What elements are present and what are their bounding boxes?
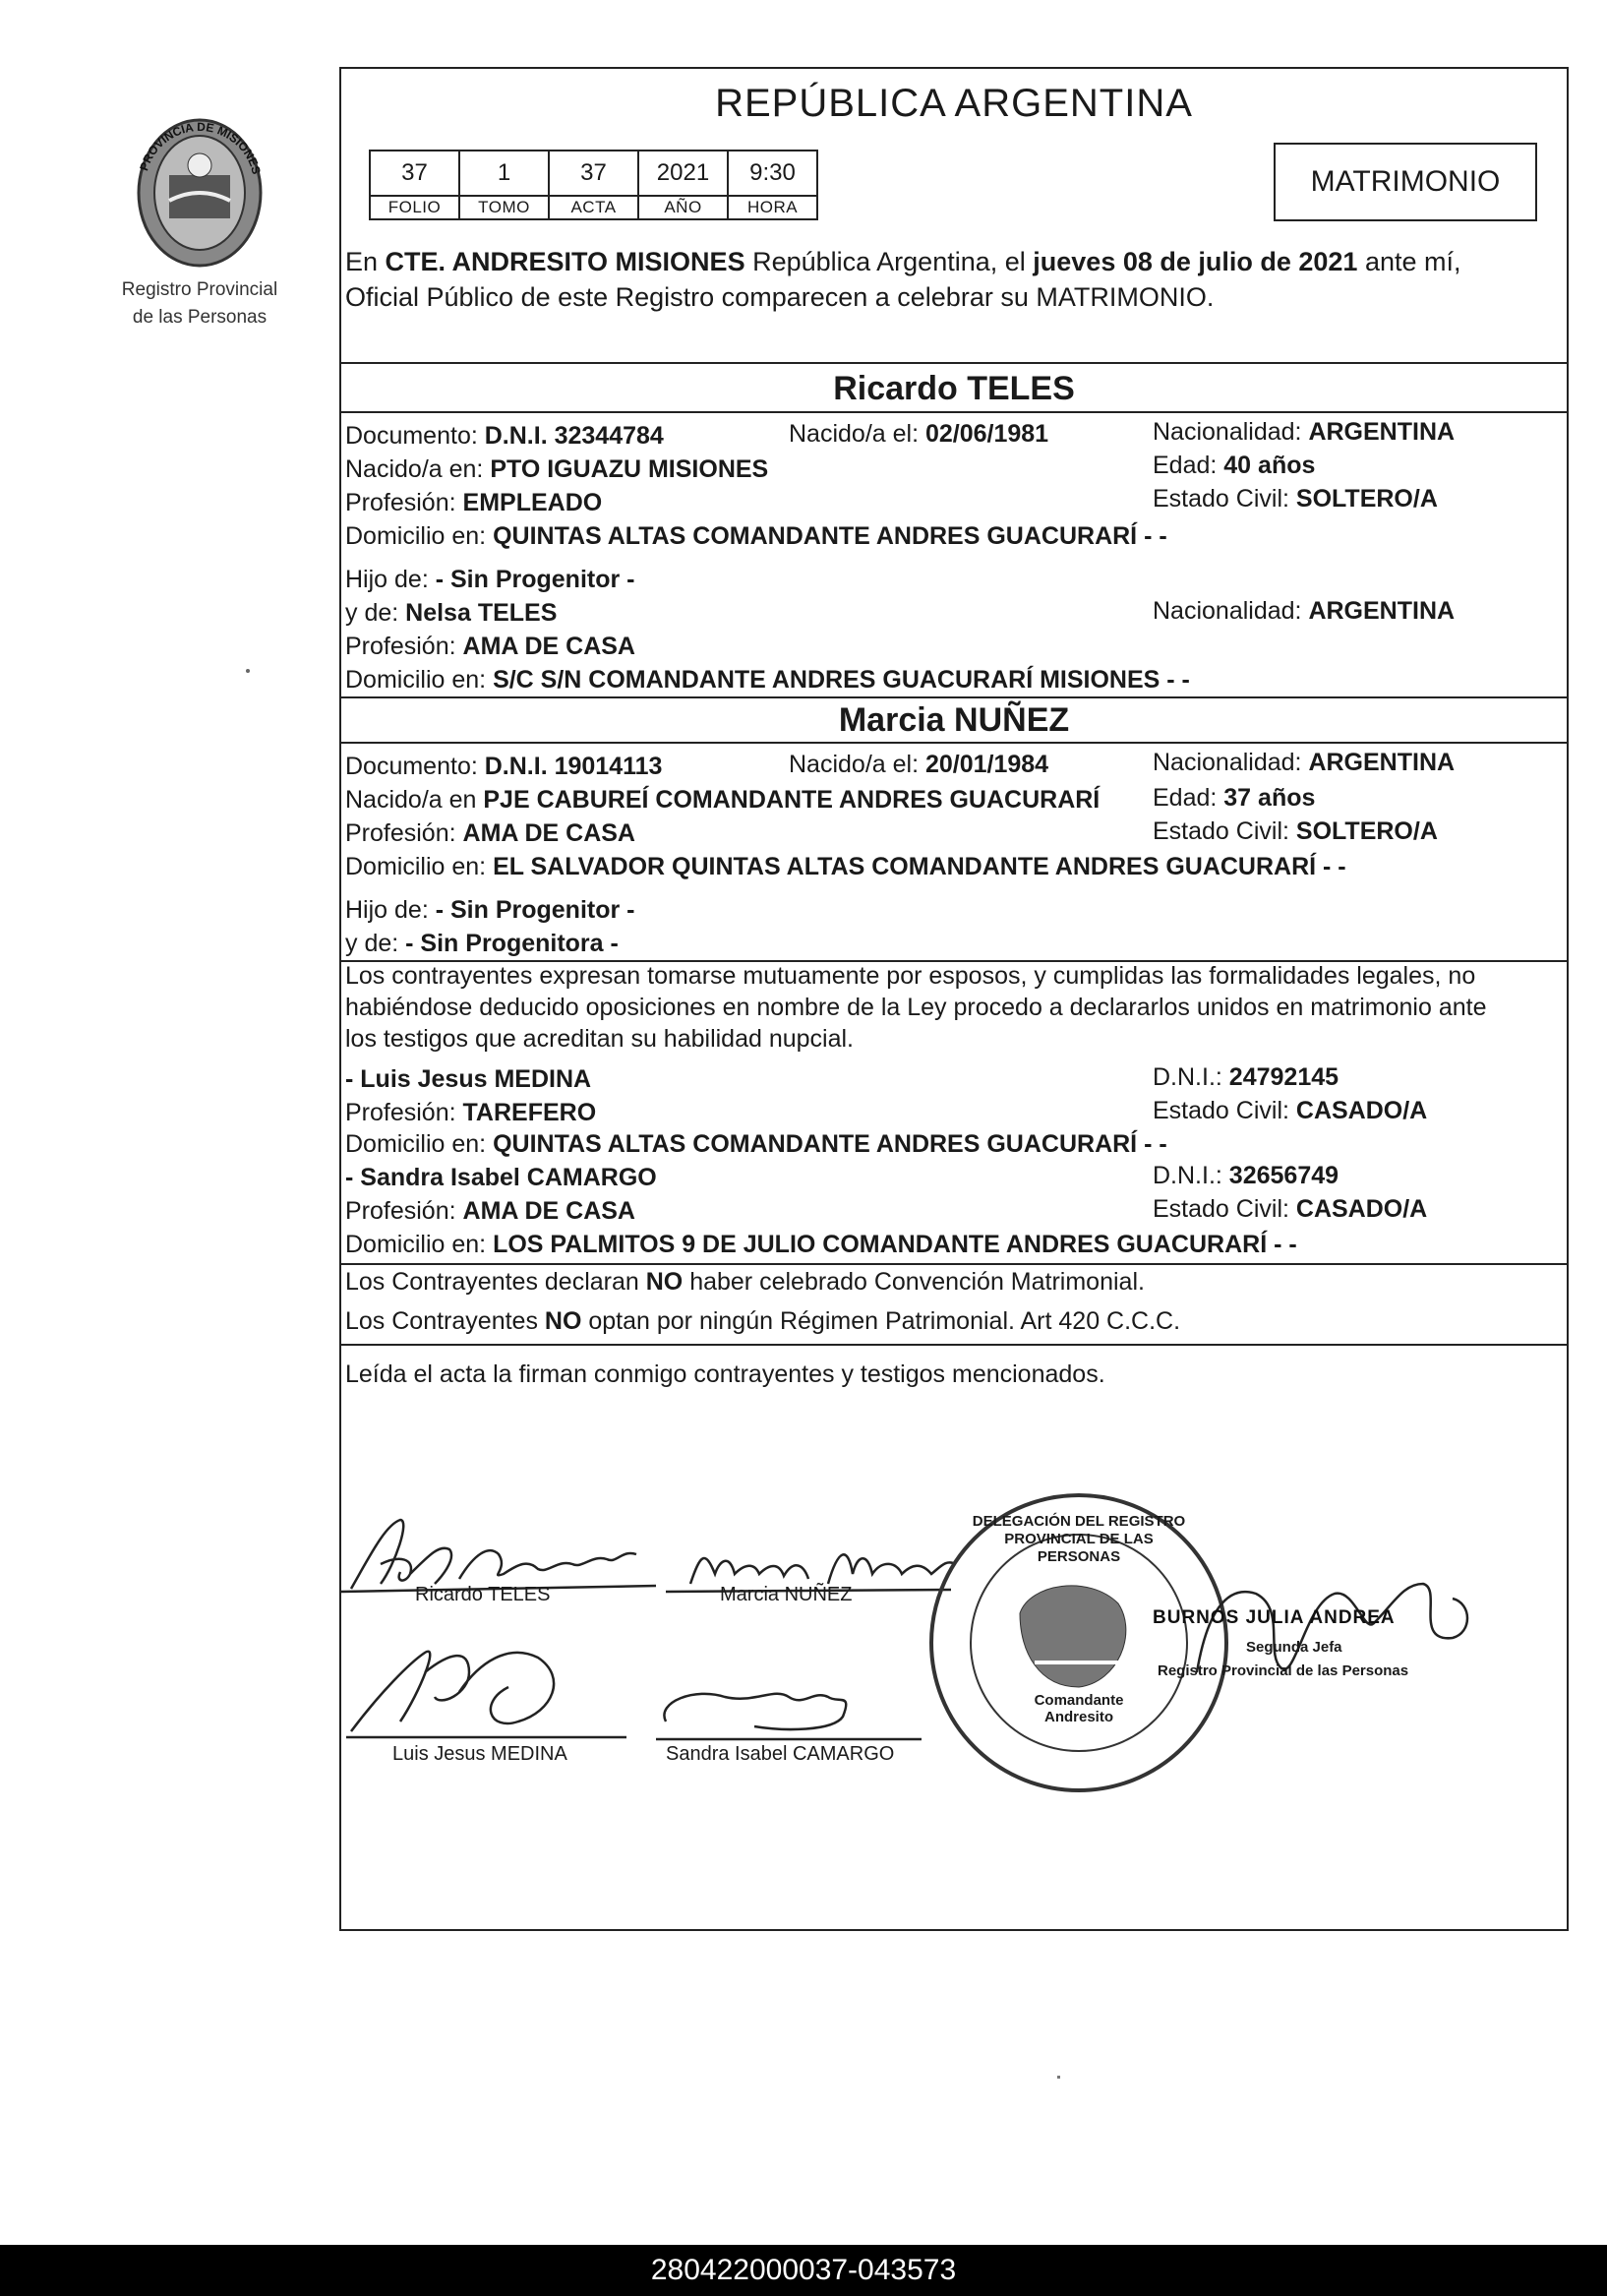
stamp-center-text: Comandante Andresito	[1034, 1692, 1124, 1725]
witness1-name: - Luis Jesus MEDINA	[345, 1065, 592, 1093]
official-name: BURNOS JULIA ANDREA	[1153, 1607, 1396, 1628]
divider	[341, 696, 1567, 698]
spouse2-nationality: Nacionalidad: ARGENTINA	[1153, 749, 1456, 776]
signature-luis	[346, 1652, 626, 1737]
witness1-civil-status: Estado Civil: CASADO/A	[1153, 1097, 1428, 1124]
spouse2-birthplace: Nacido/a en PJE CABUREÍ COMANDANTE ANDRES GUACURARÍ	[345, 786, 1101, 814]
stamp-ring-text: DELEGACIÓN DEL REGISTRO PROVINCIAL DE LAS PERSONAS	[972, 1513, 1186, 1565]
acta-value: 37	[549, 151, 638, 196]
spouse1-civil-status: Estado Civil: SOLTERO/A	[1153, 485, 1438, 513]
spouse1-name: Ricardo TELES	[833, 370, 1075, 407]
witness2-profession: Profesión: AMA DE CASA	[345, 1197, 635, 1225]
folio-value: 37	[370, 151, 459, 196]
tipo-box: MATRIMONIO	[1274, 143, 1537, 221]
scan-speck	[1057, 2076, 1060, 2079]
witness1-dni: D.N.I.: 24792145	[1153, 1063, 1339, 1091]
registry-logo	[106, 106, 293, 337]
convention-line: Los Contrayentes declaran NO haber celebrado Convención Matrimonial.	[345, 1268, 1145, 1296]
spouse2-age: Edad: 37 años	[1153, 784, 1316, 812]
spouse1-parent2-profession: Profesión: AMA DE CASA	[345, 633, 635, 660]
document-code: 280422000037-043573	[0, 2245, 1607, 2296]
divider	[341, 411, 1567, 413]
spouse1-nationality: Nacionalidad: ARGENTINA	[1153, 418, 1456, 446]
spouse1-birthdate: Nacido/a el: 02/06/1981	[789, 420, 1049, 448]
fecha: jueves 08 de julio de 2021	[1033, 247, 1358, 276]
signatures-area	[341, 1436, 1571, 1830]
spouse2-civil-status: Estado Civil: SOLTERO/A	[1153, 817, 1438, 845]
declaration-line-1: Los contrayentes expresan tomarse mutuamente por esposos, y cumplidas las formalidades legales, no	[345, 962, 1476, 990]
regime-line: Los Contrayentes NO optan por ningún Régimen Patrimonial. Art 420 C.C.C.	[345, 1307, 1181, 1335]
divider	[341, 1344, 1567, 1346]
official-office: Registro Provincial de las Personas	[1158, 1662, 1409, 1679]
witness1-profession: Profesión: TAREFERO	[345, 1099, 597, 1126]
signature-label-2: Marcia NUÑEZ	[720, 1584, 853, 1605]
hora-label: HORA	[728, 196, 817, 219]
signature-label-1: Ricardo TELES	[415, 1584, 551, 1605]
page-title: REPÚBLICA ARGENTINA	[715, 82, 1193, 125]
witness1-address: Domicilio en: QUINTAS ALTAS COMANDANTE ANDRES GUACURARÍ - -	[345, 1130, 1167, 1158]
spouse1-age: Edad: 40 años	[1153, 452, 1316, 479]
signature-label-4: Sandra Isabel CAMARGO	[666, 1743, 895, 1765]
scan-speck	[246, 669, 250, 673]
witness2-name: - Sandra Isabel CAMARGO	[345, 1164, 657, 1191]
spouse1-parent1: Hijo de: - Sin Progenitor -	[345, 566, 635, 593]
acta-label: ACTA	[549, 196, 638, 219]
spouse2-name: Marcia NUÑEZ	[838, 701, 1070, 739]
lugar: CTE. ANDRESITO MISIONES	[385, 247, 745, 276]
spouse1-parent2-address: Domicilio en: S/C S/N COMANDANTE ANDRES GUACURARÍ MISIONES - -	[345, 666, 1190, 694]
official-position: Segunda Jefa	[1246, 1639, 1342, 1656]
witness2-civil-status: Estado Civil: CASADO/A	[1153, 1195, 1428, 1223]
certificate-frame	[339, 67, 1569, 1931]
reading-line: Leída el acta la firman conmigo contrayentes y testigos mencionados.	[345, 1360, 1105, 1388]
signature-label-3: Luis Jesus MEDINA	[392, 1743, 567, 1765]
logo-caption-2: de las Personas	[132, 307, 268, 328]
spouse2-profession: Profesión: AMA DE CASA	[345, 819, 635, 847]
hora-value: 9:30	[728, 151, 817, 196]
spouse1-doc: Documento: D.N.I. 32344784	[345, 422, 664, 450]
spouse1-parent2-nationality: Nacionalidad: ARGENTINA	[1153, 597, 1456, 625]
spouse1-address: Domicilio en: QUINTAS ALTAS COMANDANTE ANDRES GUACURARÍ - -	[345, 522, 1167, 550]
witness2-dni: D.N.I.: 32656749	[1153, 1162, 1339, 1189]
signature-ricardo	[341, 1520, 656, 1592]
signature-sandra	[656, 1694, 922, 1739]
spouse2-address: Domicilio en: EL SALVADOR QUINTAS ALTAS COMANDANTE ANDRES GUACURARÍ - -	[345, 853, 1346, 880]
spouse2-parent1: Hijo de: - Sin Progenitor -	[345, 896, 635, 924]
intro-line-2: Oficial Público de este Registro comparecen a celebrar su MATRIMONIO.	[345, 282, 1215, 312]
folio-label: FOLIO	[370, 196, 459, 219]
logo-caption-1: Registro Provincial	[121, 279, 278, 300]
declaration-line-2: habiéndose deducido oposiciones en nombre de la Ley procedo a declararlos unidos en matrimonio ante	[345, 994, 1487, 1021]
provincial-seal-icon	[126, 106, 273, 273]
spouse1-profession: Profesión: EMPLEADO	[345, 489, 603, 516]
intro-line-1: En CTE. ANDRESITO MISIONES República Argentina, el jueves 08 de julio de 2021 ante mí,	[345, 247, 1461, 276]
spouse1-birthplace: Nacido/a en: PTO IGUAZU MISIONES	[345, 455, 769, 483]
spouse2-birthdate: Nacido/a el: 20/01/1984	[789, 751, 1049, 778]
anio-value: 2021	[638, 151, 728, 196]
witness2-address: Domicilio en: LOS PALMITOS 9 DE JULIO COMANDANTE ANDRES GUACURARÍ - -	[345, 1231, 1297, 1258]
anio-label: AÑO	[638, 196, 728, 219]
declaration-line-3: los testigos que acreditan su habilidad nupcial.	[345, 1025, 855, 1053]
divider	[341, 362, 1567, 364]
spouse2-parent2: y de: - Sin Progenitora -	[345, 930, 619, 957]
spouse2-doc: Documento: D.N.I. 19014113	[345, 753, 663, 780]
tomo-label: TOMO	[459, 196, 549, 219]
spouse1-parent2: y de: Nelsa TELES	[345, 599, 558, 627]
divider	[341, 742, 1567, 744]
tomo-value: 1	[459, 151, 549, 196]
logo-ring-text: PROVINCIA DE MISIONES	[137, 119, 264, 176]
acta-table	[369, 150, 818, 220]
